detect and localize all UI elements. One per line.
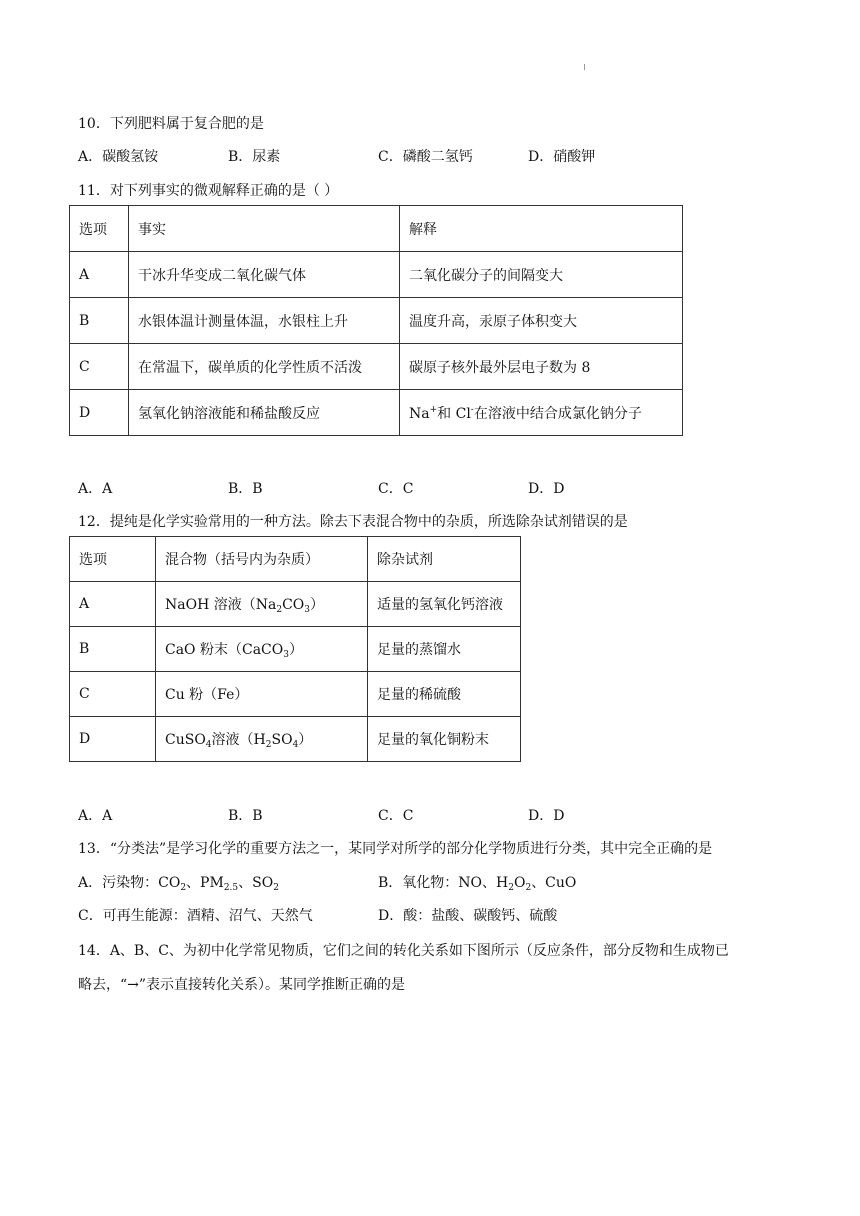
q10-option-a[interactable]: A．碳酸氢铵	[78, 149, 159, 165]
q12-header-option: 选项	[70, 537, 156, 582]
q11-row-c-fact: 在常温下，碳单质的化学性质不活泼	[129, 344, 400, 390]
q11-row-b-fact: 水银体温计测量体温，水银柱上升	[129, 298, 400, 344]
q11-row-d	[70, 390, 683, 436]
q12-row-a	[70, 582, 521, 627]
q11-row-a-fact: 干冰升华变成二氧化碳气体	[129, 252, 400, 298]
q14-stem-line1: 14．A、B、C、为初中化学常见物质，它们之间的转化关系如下图所示（反应条件，部分反物和生成物已	[78, 943, 729, 959]
q13-stem: 13．“分类法”是学习化学的重要方法之一，某同学对所学的部分化学物质进行分类，其中完全正确的是	[78, 841, 713, 857]
q11-row-b-option: B	[70, 298, 129, 344]
q13-option-a[interactable]: A．污染物：$CO_2$、$PM_{2.5}$、$SO_2$	[78, 875, 279, 893]
q10-option-b[interactable]: B．尿素	[228, 149, 281, 165]
q12-stem: 12．提纯是化学实验常用的一种方法。除去下表混合物中的杂质，所选除杂试剂错误的是	[78, 514, 628, 530]
q12-row-d-option: D	[70, 717, 156, 762]
q12-row-c-reagent: 足量的稀硫酸	[368, 672, 521, 717]
q12-header-mixture: 混合物（括号内为杂质）	[156, 537, 368, 582]
q12-row-c-option: C	[70, 672, 156, 717]
q11-row-b-explanation: 温度升高，汞原子体积变大	[400, 298, 683, 344]
q11-row-d-explanation: Na+和 Cl-在溶液中结合成氯化钠分子	[400, 390, 683, 436]
q12-row-b-mixture: CaO 粉末（CaCO$_3$）	[156, 627, 368, 672]
q12-row-c	[70, 672, 521, 717]
q11-stem: 11．对下列事实的微观解释正确的是（ ）	[78, 183, 339, 199]
q12-row-b-option: B	[70, 627, 156, 672]
q11-header-explanation: 解释	[400, 206, 683, 252]
q14-stem-line2: 略去，“→”表示直接转化关系）。某同学推断正确的是	[78, 977, 406, 993]
q12-option-b[interactable]: B．B	[228, 808, 263, 824]
q12-row-c-mixture: Cu 粉（Fe）	[156, 672, 368, 717]
q11-option-b[interactable]: B．B	[228, 481, 263, 497]
q11-row-a-option: A	[70, 252, 129, 298]
q12-header-reagent: 除杂试剂	[368, 537, 521, 582]
q11-table	[69, 205, 683, 436]
q12-row-a-option: A	[70, 582, 156, 627]
q11-row-c	[70, 344, 683, 390]
q12-table	[69, 536, 521, 762]
q13-option-c[interactable]: C．可再生能源：酒精、沼气、天然气	[78, 908, 313, 924]
q10-stem: 10．下列肥料属于复合肥的是	[78, 116, 264, 132]
q12-option-c[interactable]: C．C	[378, 808, 414, 824]
q11-row-b	[70, 298, 683, 344]
q12-option-a[interactable]: A．A	[78, 808, 113, 824]
q12-row-b	[70, 627, 521, 672]
q11-row-d-fact: 氢氧化钠溶液能和稀盐酸反应	[129, 390, 400, 436]
q12-row-a-mixture: NaOH 溶液$(Na_2CO_3)$	[156, 582, 368, 627]
q12-header-row	[70, 537, 521, 582]
q11-row-a-explanation: 二氧化碳分子的间隔变大	[400, 252, 683, 298]
q13-option-b[interactable]: B．氧化物：NO、$H_2O_2$、CuO	[378, 875, 577, 893]
q12-row-d	[70, 717, 521, 762]
q11-row-c-explanation: 碳原子核外最外层电子数为 8	[400, 344, 683, 390]
q11-header-row	[70, 206, 683, 252]
q13-option-d[interactable]: D．酸：盐酸、碳酸钙、硫酸	[378, 908, 558, 924]
q11-row-a	[70, 252, 683, 298]
page-mark	[584, 64, 585, 70]
q11-header-option: 选项	[70, 206, 129, 252]
q11-row-d-option: D	[70, 390, 129, 436]
q11-option-d[interactable]: D．D	[528, 481, 565, 497]
q11-option-c[interactable]: C．C	[378, 481, 414, 497]
q10-option-d[interactable]: D．硝酸钾	[528, 149, 596, 165]
q11-header-fact: 事实	[129, 206, 400, 252]
q12-option-d[interactable]: D．D	[528, 808, 565, 824]
q12-row-b-reagent: 足量的蒸馏水	[368, 627, 521, 672]
q11-row-c-option: C	[70, 344, 129, 390]
q12-row-d-reagent: 足量的氧化铜粉末	[368, 717, 521, 762]
q10-option-c[interactable]: C．磷酸二氢钙	[378, 149, 473, 165]
q12-row-d-mixture: CuSO$_4$溶液$(H_2SO_4)$	[156, 717, 368, 762]
q12-row-a-reagent: 适量的氢氧化钙溶液	[368, 582, 521, 627]
q11-option-a[interactable]: A．A	[78, 481, 113, 497]
